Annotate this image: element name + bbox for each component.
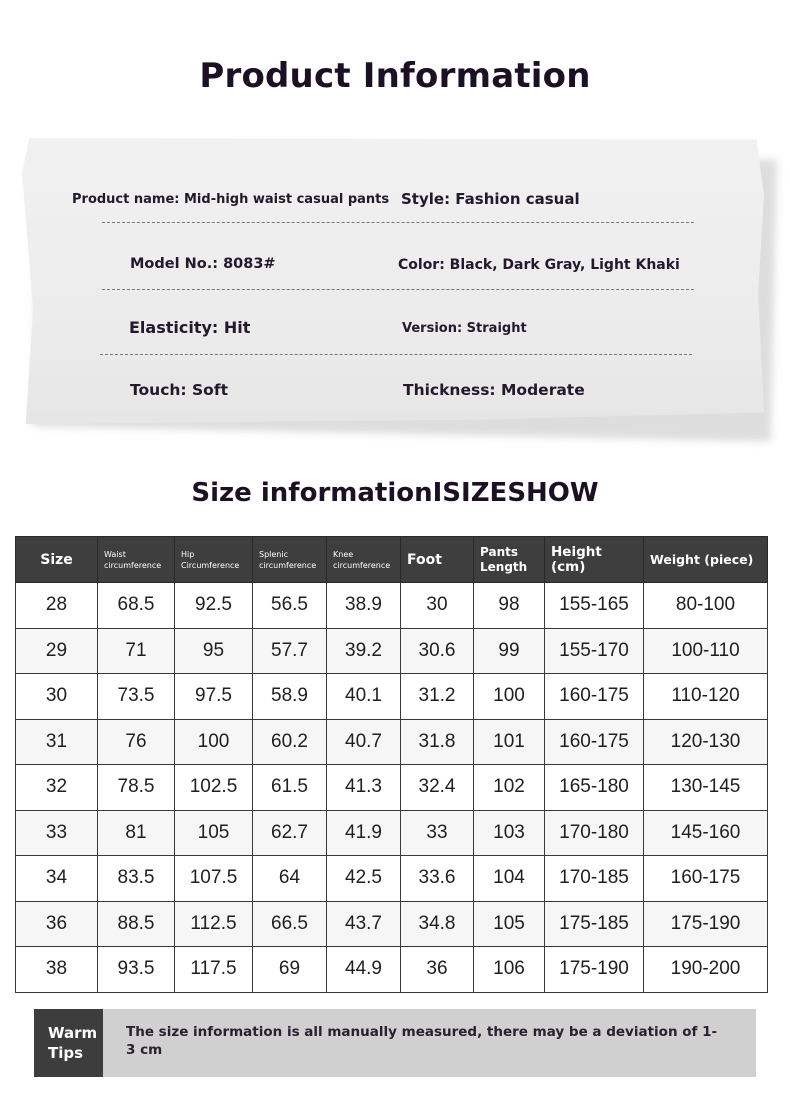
table-cell: 88.5 — [98, 901, 175, 947]
table-row — [16, 674, 768, 720]
table-cell: 107.5 — [175, 856, 253, 902]
warm-tips-label — [34, 1009, 103, 1077]
table-cell: 160-175 — [644, 856, 768, 902]
table-cell: 160-175 — [545, 674, 644, 720]
header-height: Height (cm) — [545, 537, 644, 583]
table-cell: 95 — [175, 628, 253, 674]
table-cell: 36 — [401, 947, 474, 993]
table-cell: 105 — [474, 901, 545, 947]
table-cell: 38 — [16, 947, 98, 993]
header-weight: Weight (piece) — [644, 537, 768, 583]
table-cell: 40.1 — [327, 674, 401, 720]
table-cell: 69 — [253, 947, 327, 993]
table-row — [16, 628, 768, 674]
table-cell: 33 — [16, 810, 98, 856]
table-cell: 101 — [474, 719, 545, 765]
table-row — [16, 901, 768, 947]
table-row — [16, 856, 768, 902]
table-cell: 110-120 — [644, 674, 768, 720]
table-cell: 103 — [474, 810, 545, 856]
header-waist: Waist circumference — [98, 537, 175, 583]
divider — [102, 289, 694, 290]
table-row — [16, 719, 768, 765]
touch: Touch: Soft — [130, 381, 228, 399]
size-section-title: Size informationISIZESHOW — [191, 478, 599, 508]
table-cell: 93.5 — [98, 947, 175, 993]
model-no: Model No.: 8083# — [130, 256, 276, 272]
version: Version: Straight — [402, 321, 527, 336]
table-cell: 33 — [401, 810, 474, 856]
table-cell: 81 — [98, 810, 175, 856]
page-title: Product Information — [199, 56, 591, 96]
header-knee: Knee circumference — [327, 537, 401, 583]
table-cell: 40.7 — [327, 719, 401, 765]
table-cell: 31.8 — [401, 719, 474, 765]
table-cell: 68.5 — [98, 583, 175, 629]
header-size: Size — [16, 537, 98, 583]
table-cell: 155-165 — [545, 583, 644, 629]
table-cell: 34 — [16, 856, 98, 902]
table-cell: 36 — [16, 901, 98, 947]
elasticity: Elasticity: Hit — [129, 318, 251, 337]
table-cell: 57.7 — [253, 628, 327, 674]
table-cell: 112.5 — [175, 901, 253, 947]
table-cell: 99 — [474, 628, 545, 674]
table-row — [16, 810, 768, 856]
table-cell: 42.5 — [327, 856, 401, 902]
table-cell: 98 — [474, 583, 545, 629]
table-cell: 145-160 — [644, 810, 768, 856]
table-cell: 100 — [474, 674, 545, 720]
header-splenic: Splenic circumference — [253, 537, 327, 583]
table-cell: 100 — [175, 719, 253, 765]
table-cell: 155-170 — [545, 628, 644, 674]
table-row — [16, 583, 768, 629]
divider — [100, 354, 692, 355]
table-cell: 41.9 — [327, 810, 401, 856]
table-cell: 175-190 — [644, 901, 768, 947]
table-cell: 190-200 — [644, 947, 768, 993]
table-cell: 78.5 — [98, 765, 175, 811]
table-cell: 102 — [474, 765, 545, 811]
table-row — [16, 765, 768, 811]
table-cell: 60.2 — [253, 719, 327, 765]
thickness: Thickness: Moderate — [403, 381, 585, 399]
table-cell: 64 — [253, 856, 327, 902]
table-cell: 120-130 — [644, 719, 768, 765]
table-cell: 117.5 — [175, 947, 253, 993]
table-cell: 31 — [16, 719, 98, 765]
product-info-card — [22, 138, 770, 428]
table-cell: 175-190 — [545, 947, 644, 993]
table-cell: 105 — [175, 810, 253, 856]
header-foot: Foot — [401, 537, 474, 583]
table-cell: 41.3 — [327, 765, 401, 811]
table-cell: 92.5 — [175, 583, 253, 629]
table-row — [16, 947, 768, 993]
table-cell: 66.5 — [253, 901, 327, 947]
table-cell: 33.6 — [401, 856, 474, 902]
tips-label-line1: Warm — [48, 1024, 98, 1042]
table-cell: 39.2 — [327, 628, 401, 674]
table-cell: 83.5 — [98, 856, 175, 902]
table-cell: 30 — [401, 583, 474, 629]
table-cell: 97.5 — [175, 674, 253, 720]
table-cell: 106 — [474, 947, 545, 993]
table-cell: 175-185 — [545, 901, 644, 947]
table-cell: 160-175 — [545, 719, 644, 765]
table-cell: 30.6 — [401, 628, 474, 674]
table-cell: 44.9 — [327, 947, 401, 993]
divider — [102, 222, 694, 223]
table-cell: 61.5 — [253, 765, 327, 811]
table-cell: 71 — [98, 628, 175, 674]
table-cell: 32.4 — [401, 765, 474, 811]
tips-label-line2: Tips — [48, 1044, 84, 1062]
table-cell: 100-110 — [644, 628, 768, 674]
table-cell: 56.5 — [253, 583, 327, 629]
table-cell: 32 — [16, 765, 98, 811]
table-cell: 34.8 — [401, 901, 474, 947]
table-cell: 38.9 — [327, 583, 401, 629]
table-cell: 80-100 — [644, 583, 768, 629]
size-table — [15, 536, 768, 993]
table-cell: 30 — [16, 674, 98, 720]
table-cell: 28 — [16, 583, 98, 629]
table-cell: 130-145 — [644, 765, 768, 811]
header-pants-length: Pants Length — [474, 537, 545, 583]
table-cell: 58.9 — [253, 674, 327, 720]
header-hip: Hip Circumference — [175, 537, 253, 583]
table-cell: 165-180 — [545, 765, 644, 811]
table-cell: 76 — [98, 719, 175, 765]
color: Color: Black, Dark Gray, Light Khaki — [398, 257, 680, 273]
table-cell: 62.7 — [253, 810, 327, 856]
table-cell: 43.7 — [327, 901, 401, 947]
product-name: Product name: Mid-high waist casual pants — [72, 192, 390, 207]
style: Style: Fashion casual — [401, 190, 580, 208]
table-cell: 29 — [16, 628, 98, 674]
warm-tips-box — [34, 1009, 756, 1077]
table-cell: 104 — [474, 856, 545, 902]
table-header-row — [16, 537, 768, 583]
table-cell: 31.2 — [401, 674, 474, 720]
warm-tips-text: The size information is all manually measured, there may be a deviation of 1-3 cm — [126, 1024, 718, 1058]
table-cell: 170-185 — [545, 856, 644, 902]
table-cell: 102.5 — [175, 765, 253, 811]
table-cell: 73.5 — [98, 674, 175, 720]
table-cell: 170-180 — [545, 810, 644, 856]
